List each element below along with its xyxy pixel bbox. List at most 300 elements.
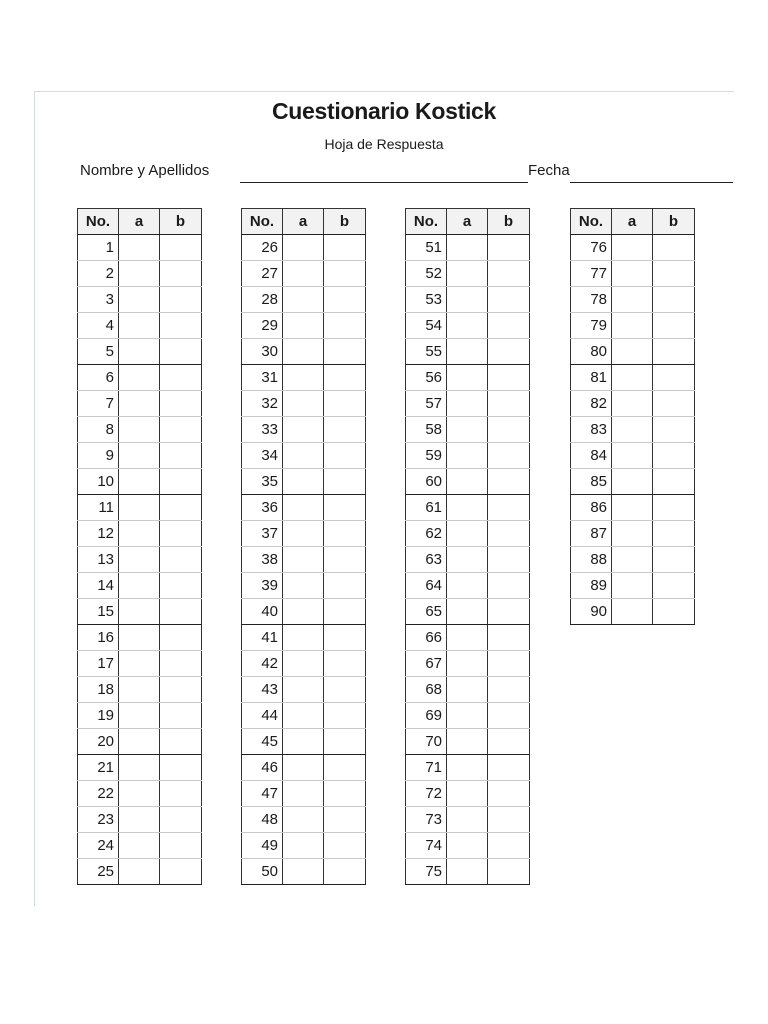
- table-row: [78, 833, 202, 859]
- answer-a-cell[interactable]: [447, 807, 488, 833]
- question-number: 4: [78, 313, 119, 339]
- answer-a-cell[interactable]: [447, 729, 488, 755]
- answer-a-cell[interactable]: [119, 547, 160, 573]
- table-row: [406, 781, 530, 807]
- question-number: 18: [78, 677, 119, 703]
- answer-a-cell[interactable]: [283, 599, 324, 625]
- answer-a-cell[interactable]: [283, 235, 324, 261]
- header-b: b: [488, 209, 530, 235]
- answer-a-cell[interactable]: [119, 339, 160, 365]
- question-number: 33: [242, 417, 283, 443]
- table-row: [78, 573, 202, 599]
- answer-a-cell[interactable]: [283, 417, 324, 443]
- answer-a-cell[interactable]: [447, 313, 488, 339]
- answer-b-cell[interactable]: [488, 391, 530, 417]
- answer-b-cell[interactable]: [324, 651, 366, 677]
- answer-b-cell[interactable]: [160, 521, 202, 547]
- answer-a-cell[interactable]: [447, 261, 488, 287]
- answer-a-cell[interactable]: [283, 833, 324, 859]
- answer-a-cell[interactable]: [283, 521, 324, 547]
- answer-b-cell[interactable]: [160, 781, 202, 807]
- answer-b-cell[interactable]: [488, 781, 530, 807]
- question-number: 6: [78, 365, 119, 391]
- table-row: [406, 729, 530, 755]
- answer-a-cell[interactable]: [612, 365, 653, 391]
- answer-a-cell[interactable]: [119, 235, 160, 261]
- answer-b-cell[interactable]: [324, 755, 366, 781]
- table-row: [78, 417, 202, 443]
- answer-b-cell[interactable]: [324, 365, 366, 391]
- answer-b-cell[interactable]: [653, 417, 695, 443]
- table-row: [78, 651, 202, 677]
- answer-a-cell[interactable]: [283, 469, 324, 495]
- answer-a-cell[interactable]: [119, 833, 160, 859]
- table-row: [78, 339, 202, 365]
- table-row: [406, 625, 530, 651]
- question-number: 70: [406, 729, 447, 755]
- answer-a-cell[interactable]: [119, 417, 160, 443]
- question-number: 68: [406, 677, 447, 703]
- answer-b-cell[interactable]: [488, 807, 530, 833]
- question-number: 74: [406, 833, 447, 859]
- answer-b-cell[interactable]: [160, 729, 202, 755]
- answer-b-cell[interactable]: [488, 495, 530, 521]
- header-a: a: [283, 209, 324, 235]
- answer-a-cell[interactable]: [447, 235, 488, 261]
- question-number: 61: [406, 495, 447, 521]
- question-number: 75: [406, 859, 447, 885]
- answer-a-cell[interactable]: [612, 235, 653, 261]
- answer-b-cell[interactable]: [324, 469, 366, 495]
- answer-b-cell[interactable]: [160, 417, 202, 443]
- answer-b-cell[interactable]: [653, 339, 695, 365]
- question-number: 35: [242, 469, 283, 495]
- table-row: [78, 443, 202, 469]
- question-number: 1: [78, 235, 119, 261]
- answer-a-cell[interactable]: [283, 755, 324, 781]
- answer-b-cell[interactable]: [653, 313, 695, 339]
- table-row: [78, 781, 202, 807]
- answer-a-cell[interactable]: [283, 495, 324, 521]
- table-row: [78, 365, 202, 391]
- table-row: [242, 599, 366, 625]
- answer-a-cell[interactable]: [283, 677, 324, 703]
- table-row: [242, 547, 366, 573]
- question-number: 20: [78, 729, 119, 755]
- table-row: [571, 391, 695, 417]
- answer-a-cell[interactable]: [612, 469, 653, 495]
- answer-a-cell[interactable]: [283, 859, 324, 885]
- header-b: b: [160, 209, 202, 235]
- question-number: 42: [242, 651, 283, 677]
- answer-b-cell[interactable]: [160, 859, 202, 885]
- answer-table: [405, 208, 530, 885]
- question-number: 87: [571, 521, 612, 547]
- question-number: 54: [406, 313, 447, 339]
- answer-a-cell[interactable]: [283, 573, 324, 599]
- answer-b-cell[interactable]: [488, 755, 530, 781]
- table-row: [78, 625, 202, 651]
- question-number: 36: [242, 495, 283, 521]
- answer-a-cell[interactable]: [447, 625, 488, 651]
- table-row: [571, 469, 695, 495]
- table-row: [406, 807, 530, 833]
- question-number: 89: [571, 573, 612, 599]
- answer-a-cell[interactable]: [283, 339, 324, 365]
- answer-a-cell[interactable]: [612, 573, 653, 599]
- answer-a-cell[interactable]: [447, 833, 488, 859]
- answer-b-cell[interactable]: [324, 677, 366, 703]
- answer-b-cell[interactable]: [324, 573, 366, 599]
- answer-b-cell[interactable]: [324, 521, 366, 547]
- table-row: [406, 339, 530, 365]
- answer-a-cell[interactable]: [447, 287, 488, 313]
- name-label: Nombre y Apellidos: [80, 162, 210, 179]
- answer-b-cell[interactable]: [653, 521, 695, 547]
- answer-a-cell[interactable]: [119, 391, 160, 417]
- question-number: 7: [78, 391, 119, 417]
- answer-a-cell[interactable]: [447, 365, 488, 391]
- answer-b-cell[interactable]: [324, 599, 366, 625]
- answer-b-cell[interactable]: [653, 287, 695, 313]
- answer-b-cell[interactable]: [160, 703, 202, 729]
- answer-b-cell[interactable]: [488, 651, 530, 677]
- answer-table: [77, 208, 202, 885]
- question-number: 55: [406, 339, 447, 365]
- answer-b-cell[interactable]: [653, 599, 695, 625]
- question-number: 72: [406, 781, 447, 807]
- answer-a-cell[interactable]: [283, 287, 324, 313]
- table-row: [571, 235, 695, 261]
- question-number: 37: [242, 521, 283, 547]
- question-number: 39: [242, 573, 283, 599]
- answer-a-cell[interactable]: [612, 443, 653, 469]
- answer-b-cell[interactable]: [488, 521, 530, 547]
- answer-b-cell[interactable]: [324, 729, 366, 755]
- answer-a-cell[interactable]: [119, 521, 160, 547]
- answer-a-cell[interactable]: [612, 417, 653, 443]
- answer-a-cell[interactable]: [119, 781, 160, 807]
- answer-a-cell[interactable]: [119, 313, 160, 339]
- answer-b-cell[interactable]: [160, 547, 202, 573]
- table-row: [242, 235, 366, 261]
- answer-a-cell[interactable]: [119, 651, 160, 677]
- answer-b-cell[interactable]: [488, 573, 530, 599]
- answer-b-cell[interactable]: [488, 417, 530, 443]
- table-row: [78, 495, 202, 521]
- answer-a-cell[interactable]: [447, 599, 488, 625]
- answer-b-cell[interactable]: [324, 807, 366, 833]
- answer-a-cell[interactable]: [447, 573, 488, 599]
- answer-a-cell[interactable]: [447, 417, 488, 443]
- answer-a-cell[interactable]: [119, 599, 160, 625]
- answer-b-cell[interactable]: [488, 599, 530, 625]
- question-number: 58: [406, 417, 447, 443]
- header-a: a: [612, 209, 653, 235]
- answer-b-cell[interactable]: [160, 495, 202, 521]
- answer-b-cell[interactable]: [160, 235, 202, 261]
- question-number: 15: [78, 599, 119, 625]
- answer-b-cell[interactable]: [324, 703, 366, 729]
- question-number: 57: [406, 391, 447, 417]
- table-row: [406, 651, 530, 677]
- table-row: [571, 365, 695, 391]
- question-number: 49: [242, 833, 283, 859]
- answer-a-cell[interactable]: [119, 755, 160, 781]
- answer-b-cell[interactable]: [488, 287, 530, 313]
- table-row: [78, 703, 202, 729]
- question-number: 19: [78, 703, 119, 729]
- question-number: 88: [571, 547, 612, 573]
- answer-a-cell[interactable]: [447, 469, 488, 495]
- answer-b-cell[interactable]: [653, 443, 695, 469]
- answer-b-cell[interactable]: [160, 261, 202, 287]
- answer-b-cell[interactable]: [160, 599, 202, 625]
- question-number: 77: [571, 261, 612, 287]
- answer-a-cell[interactable]: [119, 807, 160, 833]
- question-number: 76: [571, 235, 612, 261]
- answer-a-cell[interactable]: [612, 391, 653, 417]
- answer-a-cell[interactable]: [447, 495, 488, 521]
- question-number: 63: [406, 547, 447, 573]
- answer-a-cell[interactable]: [119, 677, 160, 703]
- answer-b-cell[interactable]: [324, 261, 366, 287]
- answer-b-cell[interactable]: [160, 469, 202, 495]
- answer-a-cell[interactable]: [119, 287, 160, 313]
- table-row: [242, 261, 366, 287]
- table-row: [406, 755, 530, 781]
- answer-b-cell[interactable]: [324, 495, 366, 521]
- answer-b-cell[interactable]: [488, 729, 530, 755]
- answer-b-cell[interactable]: [653, 391, 695, 417]
- answer-a-cell[interactable]: [283, 261, 324, 287]
- answer-a-cell[interactable]: [283, 729, 324, 755]
- date-label: Fecha: [528, 162, 570, 179]
- question-number: 47: [242, 781, 283, 807]
- table-row: [242, 521, 366, 547]
- answer-b-cell[interactable]: [160, 807, 202, 833]
- table-row: [78, 807, 202, 833]
- question-number: 40: [242, 599, 283, 625]
- answer-a-cell[interactable]: [612, 313, 653, 339]
- answer-a-cell[interactable]: [447, 781, 488, 807]
- table-row: [242, 729, 366, 755]
- answer-b-cell[interactable]: [488, 677, 530, 703]
- question-number: 45: [242, 729, 283, 755]
- answer-a-cell[interactable]: [119, 859, 160, 885]
- answer-a-cell[interactable]: [283, 703, 324, 729]
- question-number: 16: [78, 625, 119, 651]
- answer-b-cell[interactable]: [488, 833, 530, 859]
- question-number: 65: [406, 599, 447, 625]
- answer-a-cell[interactable]: [119, 625, 160, 651]
- answer-b-cell[interactable]: [653, 235, 695, 261]
- answer-b-cell[interactable]: [324, 235, 366, 261]
- answer-b-cell[interactable]: [324, 859, 366, 885]
- answer-a-cell[interactable]: [119, 573, 160, 599]
- table-row: [78, 547, 202, 573]
- page-title: Cuestionario Kostick: [271, 98, 497, 124]
- answer-b-cell[interactable]: [324, 339, 366, 365]
- table-row: [78, 313, 202, 339]
- question-number: 24: [78, 833, 119, 859]
- answer-a-cell[interactable]: [283, 313, 324, 339]
- answer-a-cell[interactable]: [447, 651, 488, 677]
- table-row: [571, 417, 695, 443]
- answer-a-cell[interactable]: [612, 495, 653, 521]
- answer-b-cell[interactable]: [160, 833, 202, 859]
- table-row: [406, 443, 530, 469]
- answer-b-cell[interactable]: [488, 547, 530, 573]
- answer-a-cell[interactable]: [447, 703, 488, 729]
- table-row: [78, 469, 202, 495]
- answer-b-cell[interactable]: [488, 365, 530, 391]
- answer-b-cell[interactable]: [160, 625, 202, 651]
- table-row: [78, 599, 202, 625]
- answer-a-cell[interactable]: [119, 703, 160, 729]
- answer-b-cell[interactable]: [653, 261, 695, 287]
- header-no: No.: [78, 209, 119, 235]
- question-number: 69: [406, 703, 447, 729]
- answer-b-cell[interactable]: [488, 235, 530, 261]
- table-row: [78, 859, 202, 885]
- answer-a-cell[interactable]: [283, 781, 324, 807]
- answer-a-cell[interactable]: [283, 391, 324, 417]
- answer-a-cell[interactable]: [283, 651, 324, 677]
- answer-b-cell[interactable]: [160, 313, 202, 339]
- answer-a-cell[interactable]: [612, 599, 653, 625]
- answer-b-cell[interactable]: [324, 417, 366, 443]
- answer-b-cell[interactable]: [324, 547, 366, 573]
- date-field-line[interactable]: [570, 182, 733, 183]
- answer-a-cell[interactable]: [119, 261, 160, 287]
- answer-b-cell[interactable]: [160, 755, 202, 781]
- question-number: 25: [78, 859, 119, 885]
- answer-a-cell[interactable]: [612, 547, 653, 573]
- header-a: a: [119, 209, 160, 235]
- answer-a-cell[interactable]: [612, 261, 653, 287]
- table-row: [78, 391, 202, 417]
- table-row: [242, 781, 366, 807]
- answer-b-cell[interactable]: [653, 469, 695, 495]
- answer-a-cell[interactable]: [283, 807, 324, 833]
- answer-b-cell[interactable]: [488, 443, 530, 469]
- answer-a-cell[interactable]: [612, 287, 653, 313]
- question-number: 56: [406, 365, 447, 391]
- table-row: [571, 339, 695, 365]
- table-row: [406, 313, 530, 339]
- answer-b-cell[interactable]: [324, 391, 366, 417]
- answer-a-cell[interactable]: [447, 755, 488, 781]
- answer-b-cell[interactable]: [160, 443, 202, 469]
- table-row: [571, 313, 695, 339]
- answer-a-cell[interactable]: [447, 391, 488, 417]
- answer-a-cell[interactable]: [447, 339, 488, 365]
- answer-b-cell[interactable]: [488, 313, 530, 339]
- question-number: 84: [571, 443, 612, 469]
- table-row: [406, 417, 530, 443]
- answer-b-cell[interactable]: [160, 365, 202, 391]
- answer-b-cell[interactable]: [324, 833, 366, 859]
- answer-b-cell[interactable]: [488, 703, 530, 729]
- table-row: [406, 261, 530, 287]
- answer-b-cell[interactable]: [488, 261, 530, 287]
- name-field-line[interactable]: [240, 182, 528, 183]
- answer-a-cell[interactable]: [283, 625, 324, 651]
- table-row: [406, 859, 530, 885]
- table-row: [242, 651, 366, 677]
- question-number: 90: [571, 599, 612, 625]
- answer-b-cell[interactable]: [324, 313, 366, 339]
- answer-b-cell[interactable]: [160, 391, 202, 417]
- answer-b-cell[interactable]: [653, 547, 695, 573]
- answer-b-cell[interactable]: [324, 781, 366, 807]
- table-row: [406, 469, 530, 495]
- answer-b-cell[interactable]: [160, 339, 202, 365]
- answer-b-cell[interactable]: [324, 625, 366, 651]
- answer-b-cell[interactable]: [160, 677, 202, 703]
- answer-b-cell[interactable]: [160, 287, 202, 313]
- question-number: 3: [78, 287, 119, 313]
- answer-a-cell[interactable]: [447, 443, 488, 469]
- table-row: [242, 391, 366, 417]
- answer-b-cell[interactable]: [488, 859, 530, 885]
- question-number: 73: [406, 807, 447, 833]
- table-row: [242, 469, 366, 495]
- answer-b-cell[interactable]: [160, 651, 202, 677]
- question-number: 11: [78, 495, 119, 521]
- answer-a-cell[interactable]: [447, 547, 488, 573]
- answer-a-cell[interactable]: [119, 729, 160, 755]
- answer-b-cell[interactable]: [653, 495, 695, 521]
- answer-b-cell[interactable]: [653, 365, 695, 391]
- answer-a-cell[interactable]: [283, 547, 324, 573]
- question-number: 34: [242, 443, 283, 469]
- table-row: [406, 547, 530, 573]
- answer-a-cell[interactable]: [447, 521, 488, 547]
- answer-a-cell[interactable]: [119, 495, 160, 521]
- table-header-row: [571, 209, 695, 235]
- table-row: [242, 677, 366, 703]
- answer-a-cell[interactable]: [119, 469, 160, 495]
- answer-b-cell[interactable]: [324, 287, 366, 313]
- answer-a-cell[interactable]: [612, 521, 653, 547]
- table-row: [78, 729, 202, 755]
- answer-b-cell[interactable]: [488, 469, 530, 495]
- answer-a-cell[interactable]: [283, 365, 324, 391]
- table-row: [406, 703, 530, 729]
- answer-a-cell[interactable]: [283, 443, 324, 469]
- question-number: 5: [78, 339, 119, 365]
- table-row: [406, 391, 530, 417]
- table-header-row: [406, 209, 530, 235]
- question-number: 81: [571, 365, 612, 391]
- answer-a-cell[interactable]: [447, 859, 488, 885]
- question-number: 71: [406, 755, 447, 781]
- answer-b-cell[interactable]: [488, 625, 530, 651]
- answer-b-cell[interactable]: [653, 573, 695, 599]
- answer-b-cell[interactable]: [160, 573, 202, 599]
- answer-b-cell[interactable]: [324, 443, 366, 469]
- answer-b-cell[interactable]: [488, 339, 530, 365]
- answer-a-cell[interactable]: [119, 365, 160, 391]
- answer-a-cell[interactable]: [612, 339, 653, 365]
- answer-a-cell[interactable]: [119, 443, 160, 469]
- question-number: 2: [78, 261, 119, 287]
- question-number: 60: [406, 469, 447, 495]
- table-row: [571, 599, 695, 625]
- answer-a-cell[interactable]: [447, 677, 488, 703]
